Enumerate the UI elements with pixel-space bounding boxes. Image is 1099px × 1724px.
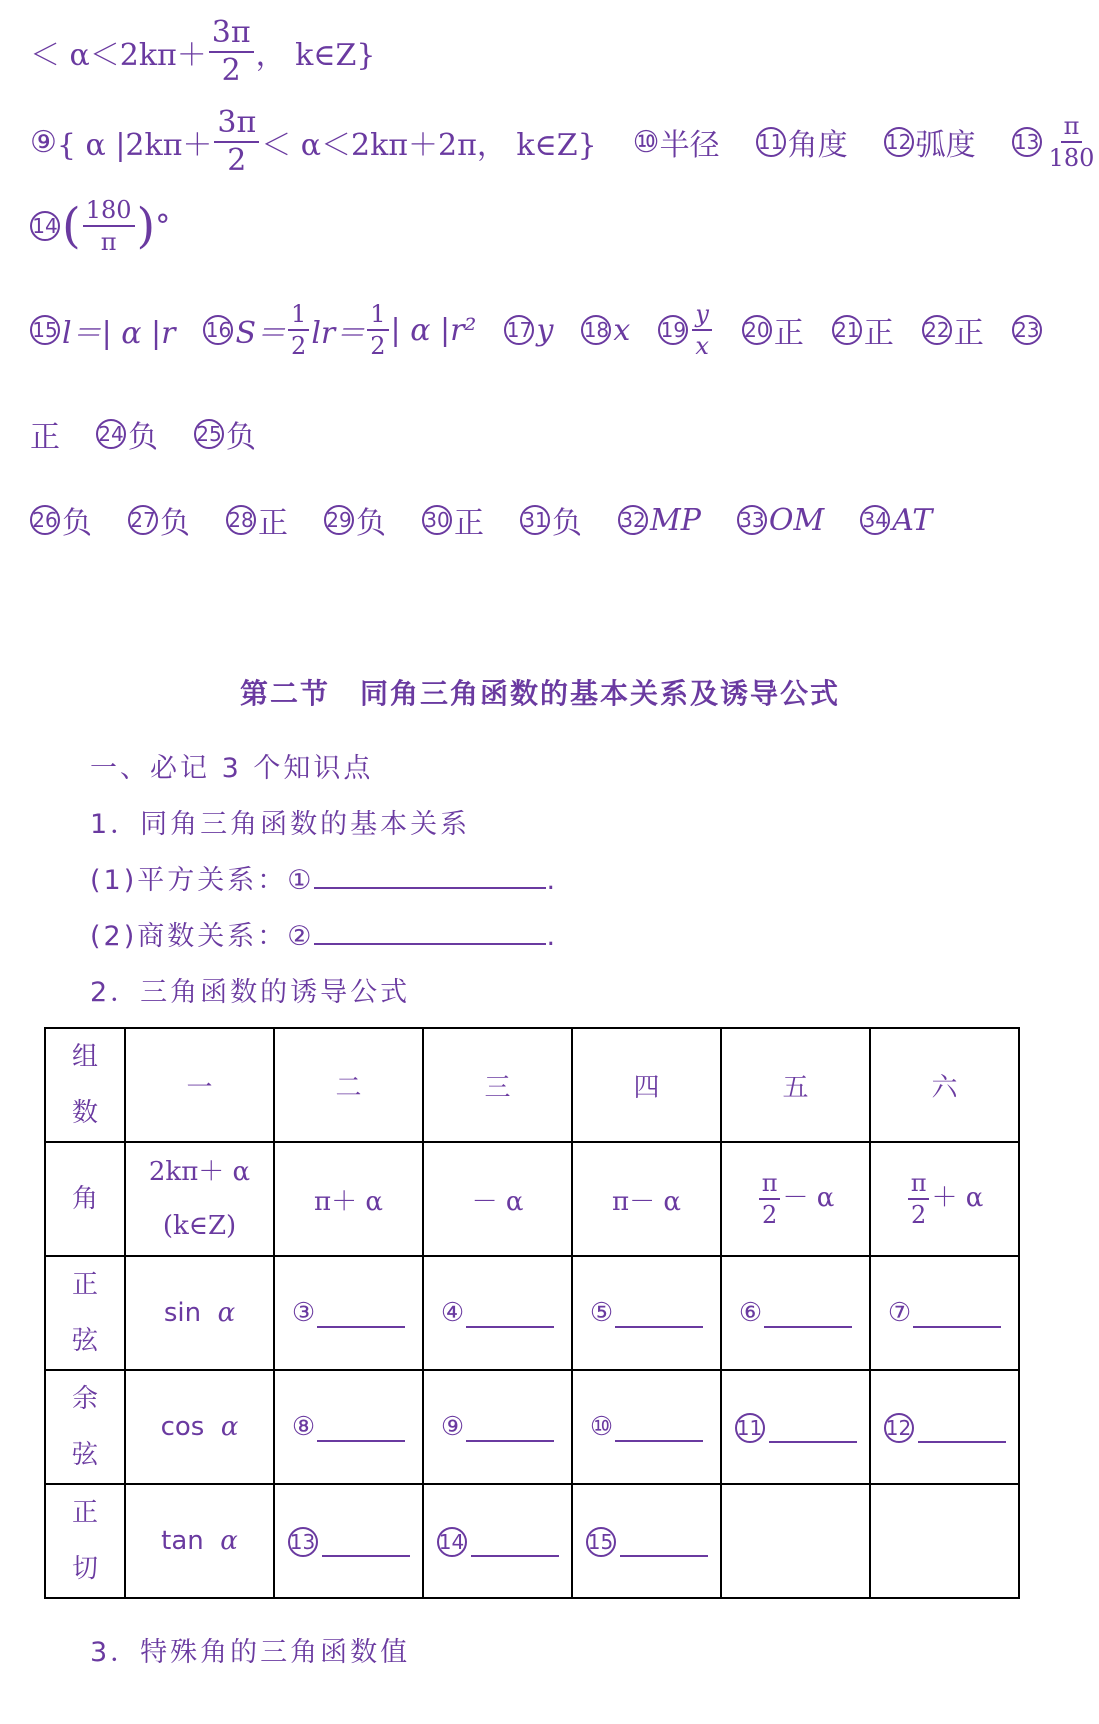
marker-34: 34: [860, 505, 890, 535]
empty-cell: [870, 1484, 1019, 1598]
answer-line-2: [30, 105, 1099, 178]
answer-34: 34 AT: [860, 503, 932, 538]
fraction-pi-over-180: $\frac{\pi}{180}$: [1048, 112, 1095, 172]
marker-10: ⑩: [632, 124, 660, 160]
marker-16: 16: [203, 315, 233, 345]
set-expression-part-a: ＜ α＜2kπ＋: [30, 38, 207, 73]
blank-cell: ⑩: [572, 1370, 721, 1484]
answer-line-1: [30, 15, 376, 88]
marker-17: 17: [504, 315, 534, 345]
col-header: 一: [125, 1028, 274, 1142]
angle-cell: － α: [423, 1142, 572, 1256]
blank-cell: ④: [423, 1256, 572, 1370]
col-header: 二: [274, 1028, 423, 1142]
answer-18: 18 x: [581, 313, 630, 348]
row-label: 正 切: [45, 1484, 125, 1598]
heading-induction-formulas: 2．三角函数的诱导公式: [90, 977, 411, 1008]
answer-19: [658, 302, 714, 358]
marker-25: 25: [194, 419, 224, 449]
answer-20: 20 正: [742, 308, 804, 352]
right-paren: ): [136, 198, 156, 254]
answer-32: 32 MP: [618, 503, 701, 538]
marker-20: 20: [742, 315, 772, 345]
col-header: 三: [423, 1028, 572, 1142]
answer-31: 31 负: [520, 498, 582, 542]
heading-basic-relations: 1．同角三角函数的基本关系: [90, 809, 471, 840]
marker-32: 32: [618, 505, 648, 535]
answer-11: 11 角度: [756, 120, 848, 164]
blank-cell: ⑨: [423, 1370, 572, 1484]
marker-13: 13: [1012, 127, 1042, 157]
angle-cell: $\frac{\pi}{2}$ － α: [721, 1142, 870, 1256]
quotient-relation-line: (2)商数关系：② .: [90, 921, 559, 952]
blank-cell: ⑦: [870, 1256, 1019, 1370]
angle-cell: $\frac{\pi}{2}$ ＋ α: [870, 1142, 1019, 1256]
answer-16: 16 S＝ $\frac{1}{2}$ lr＝ $\frac{1}{2}$ | α |r²: [203, 302, 476, 358]
function-cell: tan α: [125, 1484, 274, 1598]
set-expression-part-b: ， k∈Z}: [255, 38, 376, 73]
marker-22: 22: [922, 315, 952, 345]
answer-17: 17 y: [504, 313, 553, 348]
table-row: [45, 1028, 1019, 1142]
answer-line-4: [30, 302, 1044, 358]
marker-27: 27: [128, 505, 158, 535]
table-row: [45, 1370, 1019, 1484]
blank-cell: 15: [572, 1484, 721, 1598]
marker-21: 21: [832, 315, 862, 345]
fraction-3pi-over-2: $\frac{3\pi}{2}$: [214, 108, 259, 176]
section-title: 第二节 同角三角函数的基本关系及诱导公式: [239, 677, 840, 710]
fraction-y-over-x: $\frac{y}{x}$: [692, 302, 712, 358]
heading-knowledge-points: 一、必记 3 个知识点: [90, 753, 374, 784]
answer-line-3: [30, 198, 170, 254]
marker-23: 23: [1012, 315, 1042, 345]
angle-cell: 2kπ＋ α (k∈Z): [125, 1142, 274, 1256]
answer-27: 27 负: [128, 498, 190, 542]
row-label: 角: [45, 1142, 125, 1256]
set-expression-part-b: ＜ α＜2kπ＋2π， k∈Z}: [261, 128, 597, 163]
answer-30: 30 正: [422, 498, 484, 542]
answer-29: 29 负: [324, 498, 386, 542]
answer-15: 15 l＝| α |r: [30, 308, 175, 352]
fraction-180-over-pi: $\frac{180}{\pi}$: [83, 198, 135, 254]
blank-cell: 12: [870, 1370, 1019, 1484]
answer-23-text: 正: [30, 420, 60, 455]
answer-28: 28 正: [226, 498, 288, 542]
marker-33: 33: [737, 505, 767, 535]
answer-24: 24 负: [96, 412, 158, 456]
marker-30: 30: [422, 505, 452, 535]
marker-11: 11: [756, 127, 786, 157]
col-header: 四: [572, 1028, 721, 1142]
heading-special-angles: 3．特殊角的三角函数值: [90, 1637, 411, 1668]
marker-26: 26: [30, 505, 60, 535]
marker-9: ⑨: [30, 124, 57, 160]
answer-25: 25 负: [194, 412, 256, 456]
table-row: [45, 1142, 1019, 1256]
row-label: 余 弦: [45, 1370, 125, 1484]
marker-19: 19: [658, 315, 688, 345]
answer-12: 12 弧度: [884, 120, 976, 164]
empty-cell: [721, 1484, 870, 1598]
set-expression-part-a: { α |2kπ＋: [56, 128, 213, 163]
blank-cell: 14: [423, 1484, 572, 1598]
marker-29: 29: [324, 505, 354, 535]
answer-22: 22 正: [922, 308, 984, 352]
col-header: 六: [870, 1028, 1019, 1142]
answer-10: ⑩ 半径: [632, 124, 720, 163]
answer-line-6: [30, 498, 968, 542]
fraction-3pi-over-2: $\frac{3\pi}{2}$: [209, 18, 254, 86]
marker-14: 14: [30, 211, 60, 241]
blank-cell: ⑥: [721, 1256, 870, 1370]
row-label: 组 数: [45, 1028, 125, 1142]
table-row: [45, 1256, 1019, 1370]
blank-cell: ⑤: [572, 1256, 721, 1370]
marker-31: 31: [520, 505, 550, 535]
fraction-1-over-2: $\frac{1}{2}$: [288, 302, 309, 358]
marker-15: 15: [30, 315, 60, 345]
marker-18: 18: [581, 315, 611, 345]
function-cell: cos α: [125, 1370, 274, 1484]
answer-26: 26 负: [30, 498, 92, 542]
answer-33: 33 OM: [737, 503, 824, 538]
blank-cell: 11: [721, 1370, 870, 1484]
table-row: [45, 1484, 1019, 1598]
left-paren: (: [62, 198, 81, 254]
marker-28: 28: [226, 505, 256, 535]
blank-1: [314, 877, 546, 889]
induction-formula-table: [44, 1027, 1020, 1599]
square-relation-line: (1)平方关系：① .: [90, 865, 559, 896]
fraction-1-over-2: $\frac{1}{2}$: [367, 302, 388, 358]
row-label: 正 弦: [45, 1256, 125, 1370]
angle-cell: π－ α: [572, 1142, 721, 1256]
answer-13: [1012, 114, 1099, 170]
blank-cell: 13: [274, 1484, 423, 1598]
blank-2: [314, 933, 546, 945]
marker-24: 24: [96, 419, 126, 449]
function-cell: sin α: [125, 1256, 274, 1370]
blank-cell: ③: [274, 1256, 423, 1370]
marker-12: 12: [884, 127, 914, 157]
angle-cell: π＋ α: [274, 1142, 423, 1256]
degree-sign: °: [155, 208, 171, 244]
col-header: 五: [721, 1028, 870, 1142]
answer-line-5: [30, 412, 292, 456]
answer-21: 21 正: [832, 308, 894, 352]
blank-cell: ⑧: [274, 1370, 423, 1484]
